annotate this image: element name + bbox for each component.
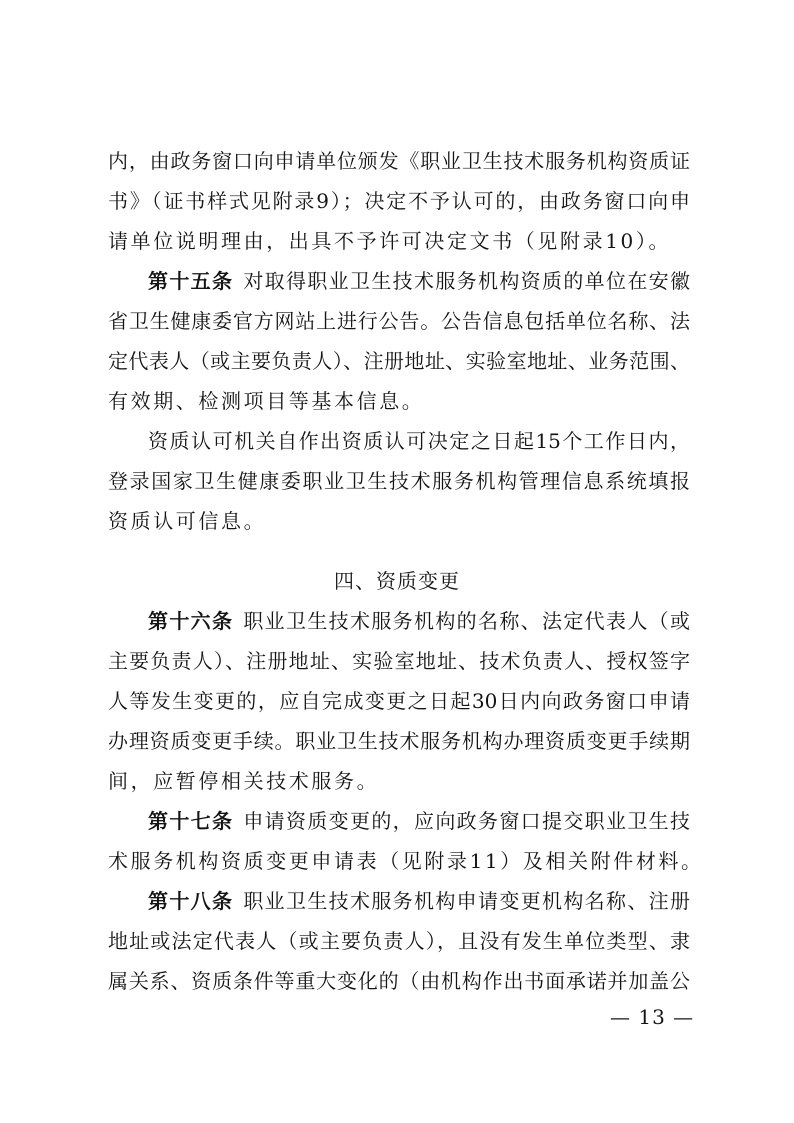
paragraph-line: 术服务机构资质变更申请表（见附录11）及相关附件材料。 (108, 849, 704, 873)
article-label: 第十七条 (148, 809, 234, 833)
paragraph-text: 职业卫生技术服务机构申请变更机构名称、注册 (243, 889, 691, 913)
article-18-first-line (148, 881, 690, 921)
article-label: 第十五条 (148, 269, 234, 293)
paragraph-line: 省卫生健康委官方网站上进行公告。公告信息包括单位名称、法 (108, 309, 690, 333)
paragraph-text: 对取得职业卫生技术服务机构资质的单位在安徽 (243, 269, 691, 293)
article-17-first-line (148, 801, 690, 841)
paragraph-text: 申请资质变更的，应向政务窗口提交职业卫生技 (243, 809, 691, 833)
paragraph-line: 资质认可信息。 (108, 509, 267, 533)
paragraph-line: 资质认可机关自作出资质认可决定之日起15个工作日内， (148, 429, 690, 453)
section-heading: 四、资质变更 (334, 569, 460, 593)
paragraph-line: 请单位说明理由，出具不予许可决定文书（见附录10）。 (108, 229, 672, 253)
paragraph-line: 人等发生变更的，应自完成变更之日起30日内向政务窗口申请 (108, 689, 690, 713)
article-label: 第十八条 (148, 889, 234, 913)
paragraph-line: 属关系、资质条件等重大变化的（由机构作出书面承诺并加盖公 (108, 969, 690, 993)
paragraph-text: 职业卫生技术服务机构的名称、法定代表人（或 (243, 609, 691, 633)
paragraph-line: 有效期、检测项目等基本信息。 (108, 389, 425, 413)
paragraph-line: 书》（证书样式见附录9）；决定不予认可的，由政务窗口向申 (108, 189, 690, 213)
paragraph-line: 地址或法定代表人（或主要负责人），且没有发生单位类型、隶 (108, 929, 690, 953)
paragraph-line: 定代表人（或主要负责人）、注册地址、实验室地址、业务范围、 (108, 349, 690, 373)
paragraph-line: 内，由政务窗口向申请单位颁发《职业卫生技术服务机构资质证 (108, 149, 690, 173)
paragraph-line: 登录国家卫生健康委职业卫生技术服务机构管理信息系统填报 (108, 469, 690, 493)
article-15-first-line (148, 261, 690, 301)
paragraph-line: 主要负责人）、注册地址、实验室地址、技术负责人、授权签字 (108, 649, 690, 673)
article-16-first-line (148, 601, 690, 641)
paragraph-line: 办理资质变更手续。职业卫生技术服务机构办理资质变更手续期 (108, 729, 690, 753)
article-label: 第十六条 (148, 609, 234, 633)
paragraph-line: 间，应暂停相关技术服务。 (108, 769, 380, 793)
page-number: — 13 — (610, 1005, 695, 1029)
